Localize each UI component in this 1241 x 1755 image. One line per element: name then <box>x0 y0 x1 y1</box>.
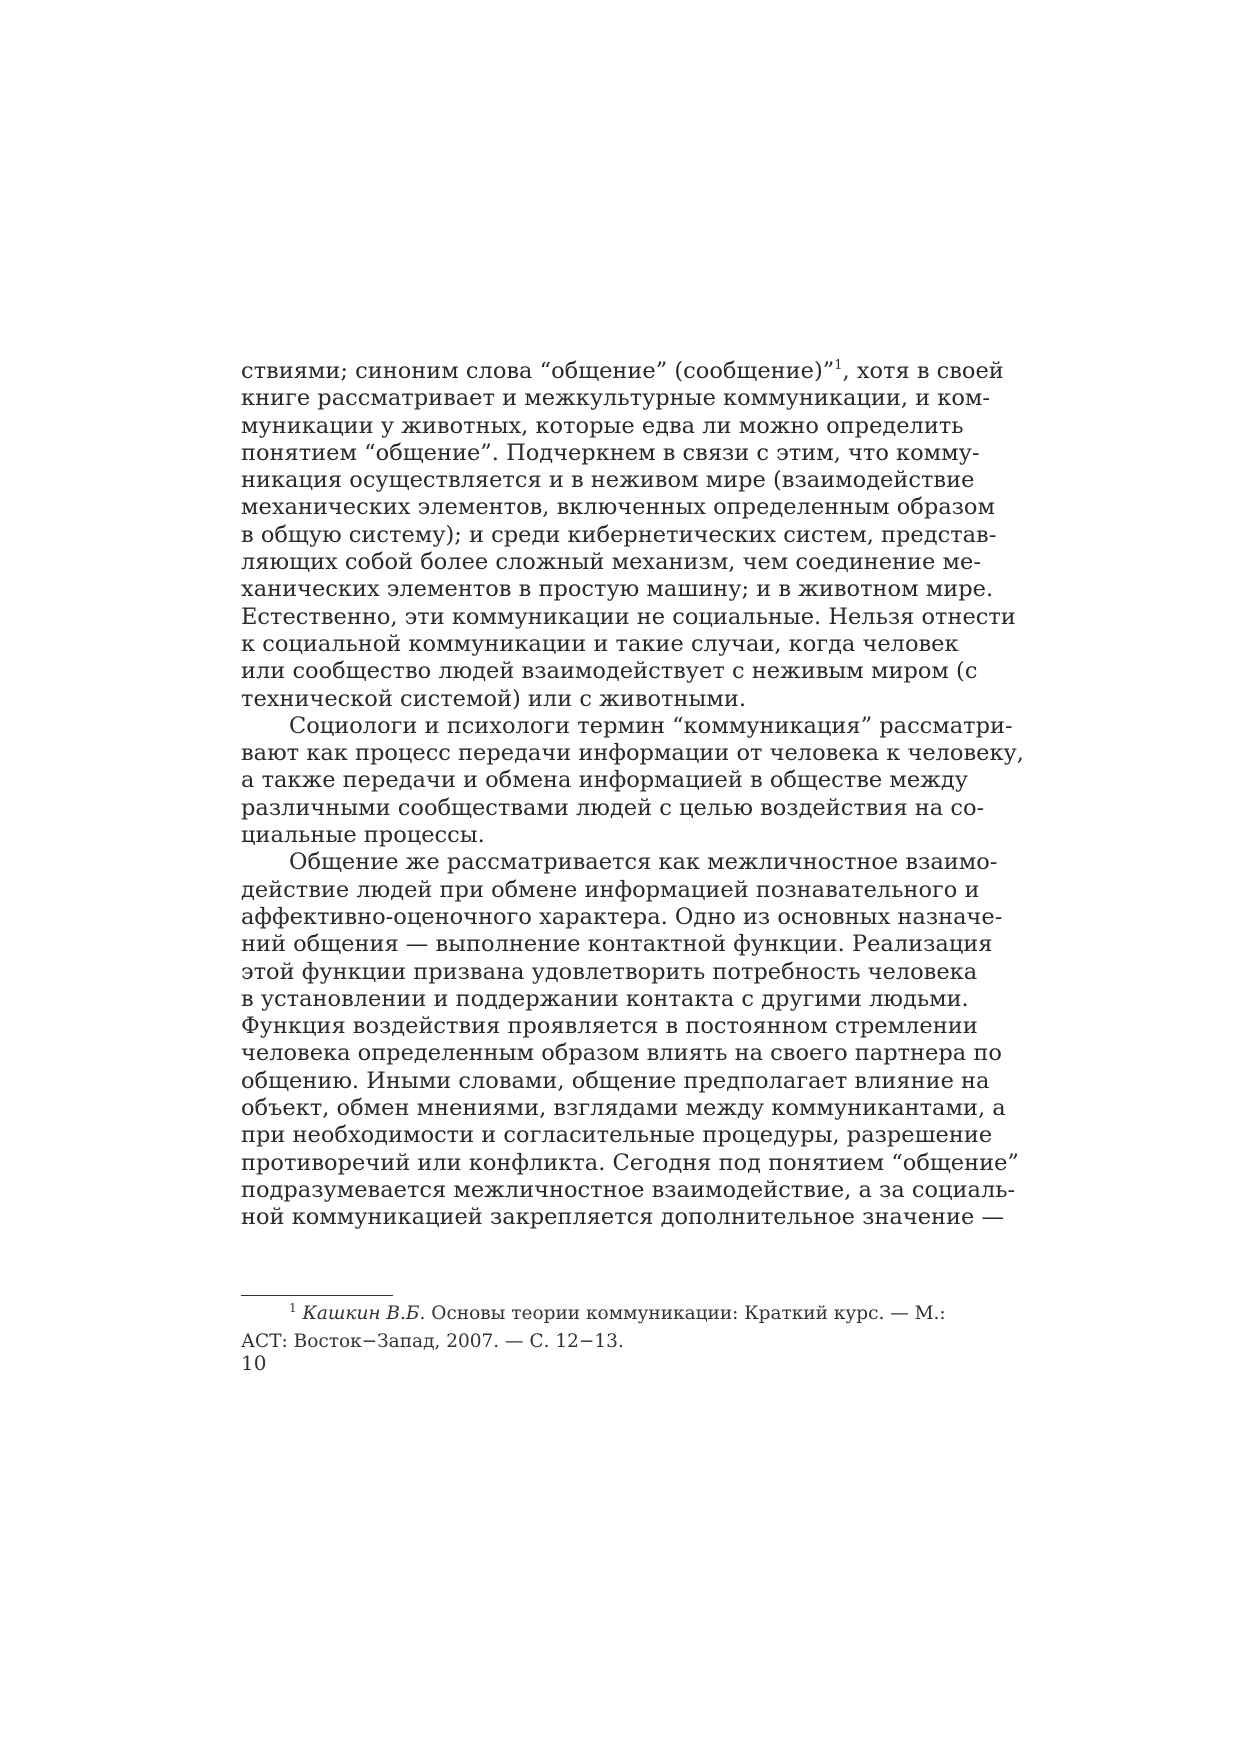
line-text: Общение же рассматривается как межличностное взаимо- <box>289 849 998 876</box>
text-line <box>241 876 980 904</box>
text-line <box>241 467 975 494</box>
line-text: различными сообществами людей с целью воздействия на со- <box>241 794 985 821</box>
page-number: 10 <box>241 1351 267 1375</box>
text-line <box>241 794 985 822</box>
line-text: Естественно, эти коммуникации не социальные. Нельзя отнести <box>241 603 1016 630</box>
line-text: этой функции призвана удовлетворить потребность человека <box>241 958 978 985</box>
text-line <box>241 549 981 576</box>
text-line <box>241 903 1003 931</box>
text-line <box>241 712 1013 740</box>
footnote-line-1 <box>241 1300 946 1328</box>
text-line <box>241 1067 990 1095</box>
text-line <box>241 686 931 713</box>
text-line <box>241 985 969 1013</box>
footnote-line-2: АСТ: Восток−Запад, 2007. — С. 12−13. <box>241 1331 624 1352</box>
line-text: циальные процессы. <box>241 822 485 849</box>
line-text: ляющих собой более сложный механизм, чем соединение ме- <box>241 549 981 576</box>
line-text: общению. Иными словами, общение предполагает влияние на <box>241 1067 990 1094</box>
line-text: в установлении и поддержании контакта с другими людьми. <box>241 985 969 1012</box>
text-line <box>241 385 991 412</box>
line-text: книге рассматривает и межкультурные коммуникации, и ком- <box>241 385 991 412</box>
text-line <box>241 931 993 958</box>
text-line <box>241 849 998 876</box>
line-text-continued: , хотя в своей <box>842 358 1004 384</box>
text-line <box>241 1040 1002 1067</box>
footnote-separator <box>241 1295 393 1296</box>
text-line <box>241 1176 1016 1204</box>
body-text <box>241 358 1024 1232</box>
line-text: или сообщество людей взаимодействует с неживым миром (с <box>241 658 978 685</box>
line-text: вают как процесс передачи информации от человека к человеку, <box>241 740 1024 767</box>
text-line <box>241 767 968 794</box>
text-line <box>241 958 978 986</box>
text-line <box>241 521 997 549</box>
text-line <box>241 1204 1004 1231</box>
footnote-reference: 1 <box>834 358 843 373</box>
line-text: противоречий или конфликта. Сегодня под понятием “общение” <box>241 1149 1019 1176</box>
text-line <box>241 439 980 467</box>
line-text: механических элементов, включенных определенным образом <box>241 494 995 521</box>
text-line <box>241 740 1024 767</box>
line-text: ствиями; синоним слова “общение” (сообщение)” <box>241 358 835 384</box>
line-text: муникации у животных, которые едва ли можно определить <box>241 412 964 439</box>
line-text: подразумевается межличностное взаимодействие, а за социаль- <box>241 1176 1016 1203</box>
line-text: аффективно-оценочного характера. Одно из основных назначе- <box>241 903 1003 930</box>
line-text: Функция воздействия проявляется в постоянном стремлении <box>241 1013 978 1040</box>
text-line <box>241 494 995 521</box>
footnote-number: 1 <box>289 1301 297 1315</box>
text-line <box>241 822 931 849</box>
footnote <box>241 1300 946 1356</box>
line-text: к социальной коммуникации и такие случаи, когда человек <box>241 630 959 657</box>
line-text: в общую систему); и среди кибернетических систем, представ- <box>241 521 997 548</box>
line-text: при необходимости и согласительные процедуры, разрешение <box>241 1122 993 1149</box>
line-text: ханических элементов в простую машину; и в животном мире. <box>241 576 994 603</box>
line-text: действие людей при обмене информацией познавательного и <box>241 876 980 903</box>
text-line <box>241 630 959 658</box>
text-line <box>241 1149 1019 1177</box>
line-text: ной коммуникацией закрепляется дополнительное значение — <box>241 1204 1004 1231</box>
line-text: Социологи и психологи термин “коммуникация” рассматри- <box>289 712 1013 739</box>
text-line <box>241 603 1016 631</box>
line-text: человека определенным образом влиять на своего партнера по <box>241 1040 1002 1067</box>
text-line <box>241 1013 978 1040</box>
text-line <box>241 358 1004 385</box>
text-line <box>241 1095 1006 1122</box>
footnote-title: Основы теории коммуникации: Краткий курс. — М.: <box>425 1303 946 1324</box>
line-text: никация осуществляется и в неживом мире (взаимодействие <box>241 467 975 494</box>
line-text: технической системой) или с животными. <box>241 685 747 712</box>
text-line <box>241 1122 993 1149</box>
text-line <box>241 412 964 440</box>
footnote-author: Кашкин В.Б. <box>302 1303 426 1324</box>
line-text: понятием “общение”. Подчеркнем в связи с этим, что комму- <box>241 439 980 466</box>
text-line <box>241 576 994 603</box>
text-line <box>241 658 978 685</box>
line-text: ний общения — выполнение контактной функции. Реализация <box>241 931 993 958</box>
line-text: а также передачи и обмена информацией в обществе между <box>241 767 968 794</box>
line-text: объект, обмен мнениями, взглядами между коммуникантами, а <box>241 1095 1006 1122</box>
